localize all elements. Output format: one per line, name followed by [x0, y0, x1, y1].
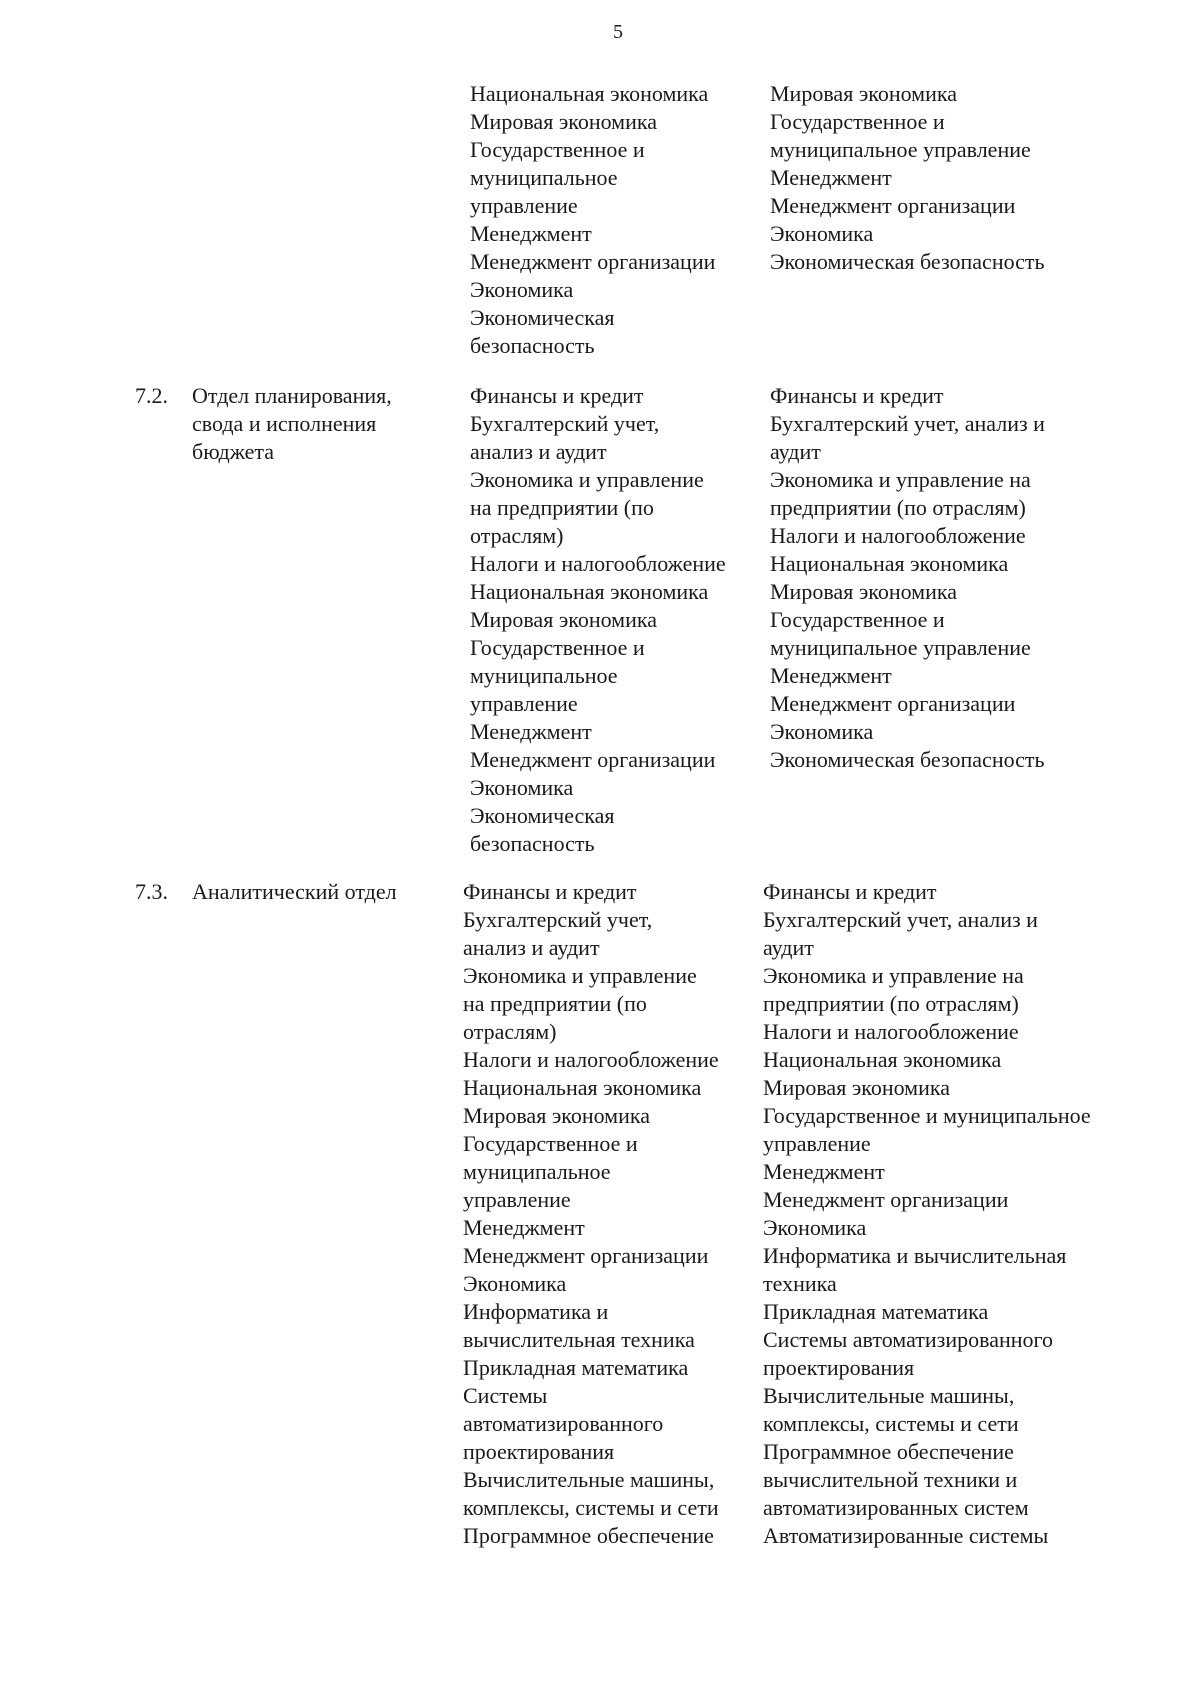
- list-item: Программное обеспечение: [463, 1523, 714, 1548]
- list-item: комплексы, системы и сети: [463, 1495, 719, 1520]
- list-item: вычислительной техники и: [763, 1467, 1018, 1492]
- list-item: Прикладная математика: [763, 1299, 989, 1324]
- list-item: Системы: [463, 1383, 548, 1408]
- list-item: Бухгалтерский учет, анализ и: [770, 411, 1045, 436]
- list-item: Информатика и: [463, 1299, 609, 1324]
- col1-specialties: [470, 382, 726, 858]
- list-item: муниципальное: [470, 663, 618, 688]
- list-item: на предприятии (по: [470, 495, 654, 520]
- section-number: 7.2.: [135, 383, 168, 408]
- list-item: Менеджмент: [470, 221, 592, 246]
- list-item: Экономика и управление на: [770, 467, 1031, 492]
- list-item: Менеджмент: [770, 165, 892, 190]
- list-item: управление: [463, 1187, 571, 1212]
- list-item: Финансы и кредит: [770, 383, 944, 408]
- list-item: аудит: [770, 439, 821, 464]
- section-title: [192, 878, 397, 906]
- list-item: Экономика: [470, 277, 574, 302]
- list-item: Вычислительные машины,: [463, 1467, 715, 1492]
- list-item: Бухгалтерский учет,: [463, 907, 653, 932]
- col1-specialties: [463, 878, 719, 1550]
- list-item: Национальная экономика: [470, 579, 709, 604]
- list-item: Национальная экономика: [763, 1047, 1002, 1072]
- list-item: Мировая экономика: [763, 1075, 950, 1100]
- list-item: Экономика и управление: [463, 963, 697, 988]
- list-item: Системы автоматизированного: [763, 1327, 1054, 1352]
- list-item: муниципальное: [463, 1159, 611, 1184]
- list-item: Экономика: [763, 1215, 867, 1240]
- list-item: Экономическая безопасность: [770, 747, 1045, 772]
- list-item: Государственное и: [770, 109, 945, 134]
- col2-specialties: [763, 878, 1091, 1550]
- list-item: техника: [763, 1271, 837, 1296]
- list-item: вычислительная техника: [463, 1327, 695, 1352]
- list-item: бюджета: [192, 439, 275, 464]
- list-item: муниципальное: [470, 165, 618, 190]
- list-item: Мировая экономика: [470, 607, 657, 632]
- list-item: Бухгалтерский учет, анализ и: [763, 907, 1038, 932]
- list-item: Мировая экономика: [470, 109, 657, 134]
- list-item: отраслям): [470, 523, 564, 548]
- list-item: предприятии (по отраслям): [770, 495, 1026, 520]
- list-item: Автоматизированные системы: [763, 1523, 1049, 1548]
- page-number: 5: [613, 21, 623, 43]
- list-item: Налоги и налогообложение: [463, 1047, 719, 1072]
- list-item: Национальная экономика: [470, 81, 709, 106]
- list-item: безопасность: [470, 831, 595, 856]
- list-item: Экономическая безопасность: [770, 249, 1045, 274]
- list-item: автоматизированных систем: [763, 1495, 1029, 1520]
- list-item: отраслям): [463, 1019, 557, 1044]
- list-item: Аналитический отдел: [192, 879, 397, 904]
- list-item: автоматизированного: [463, 1411, 664, 1436]
- list-item: Менеджмент организации: [470, 747, 716, 772]
- list-item: Государственное и: [470, 137, 645, 162]
- list-item: анализ и аудит: [463, 935, 600, 960]
- list-item: проектирования: [763, 1355, 915, 1380]
- list-item: Экономика: [463, 1271, 567, 1296]
- list-item: Экономика: [770, 221, 874, 246]
- list-item: Менеджмент организации: [470, 249, 716, 274]
- list-item: комплексы, системы и сети: [763, 1411, 1019, 1436]
- section-title: [192, 382, 392, 466]
- list-item: Государственное и муниципальное: [763, 1103, 1091, 1128]
- list-item: Экономическая: [470, 803, 615, 828]
- list-item: Менеджмент: [463, 1215, 585, 1240]
- list-item: Программное обеспечение: [763, 1439, 1014, 1464]
- list-item: управление: [470, 691, 578, 716]
- list-item: Мировая экономика: [770, 81, 957, 106]
- list-item: Экономика и управление на: [763, 963, 1024, 988]
- list-item: Экономическая: [470, 305, 615, 330]
- list-item: Финансы и кредит: [763, 879, 937, 904]
- section-number: 7.3.: [135, 879, 168, 904]
- list-item: Менеджмент: [770, 663, 892, 688]
- list-item: Государственное и: [463, 1131, 638, 1156]
- list-item: Менеджмент организации: [770, 691, 1016, 716]
- list-item: свода и исполнения: [192, 411, 377, 436]
- list-item: Финансы и кредит: [463, 879, 637, 904]
- list-item: муниципальное управление: [770, 635, 1031, 660]
- col2-specialties: [770, 382, 1045, 774]
- list-item: Вычислительные машины,: [763, 1383, 1015, 1408]
- list-item: управление: [470, 193, 578, 218]
- col1-specialties: [470, 80, 715, 360]
- list-item: анализ и аудит: [470, 439, 607, 464]
- list-item: Налоги и налогообложение: [770, 523, 1026, 548]
- list-item: Мировая экономика: [770, 579, 957, 604]
- list-item: Прикладная математика: [463, 1355, 689, 1380]
- list-item: Информатика и вычислительная: [763, 1243, 1067, 1268]
- list-item: Налоги и налогообложение: [470, 551, 726, 576]
- list-item: Экономика и управление: [470, 467, 704, 492]
- list-item: управление: [763, 1131, 871, 1156]
- list-item: Менеджмент: [763, 1159, 885, 1184]
- col2-specialties: [770, 80, 1045, 276]
- list-item: Экономика: [770, 719, 874, 744]
- list-item: проектирования: [463, 1439, 615, 1464]
- list-item: аудит: [763, 935, 814, 960]
- list-item: муниципальное управление: [770, 137, 1031, 162]
- list-item: Экономика: [470, 775, 574, 800]
- list-item: Национальная экономика: [770, 551, 1009, 576]
- list-item: Менеджмент организации: [463, 1243, 709, 1268]
- list-item: Мировая экономика: [463, 1103, 650, 1128]
- list-item: Бухгалтерский учет,: [470, 411, 660, 436]
- list-item: Менеджмент организации: [763, 1187, 1009, 1212]
- list-item: Финансы и кредит: [470, 383, 644, 408]
- list-item: Государственное и: [470, 635, 645, 660]
- list-item: предприятии (по отраслям): [763, 991, 1019, 1016]
- list-item: Государственное и: [770, 607, 945, 632]
- list-item: Менеджмент: [470, 719, 592, 744]
- list-item: безопасность: [470, 333, 595, 358]
- list-item: Отдел планирования,: [192, 383, 392, 408]
- list-item: Национальная экономика: [463, 1075, 702, 1100]
- list-item: Менеджмент организации: [770, 193, 1016, 218]
- list-item: Налоги и налогообложение: [763, 1019, 1019, 1044]
- list-item: на предприятии (по: [463, 991, 647, 1016]
